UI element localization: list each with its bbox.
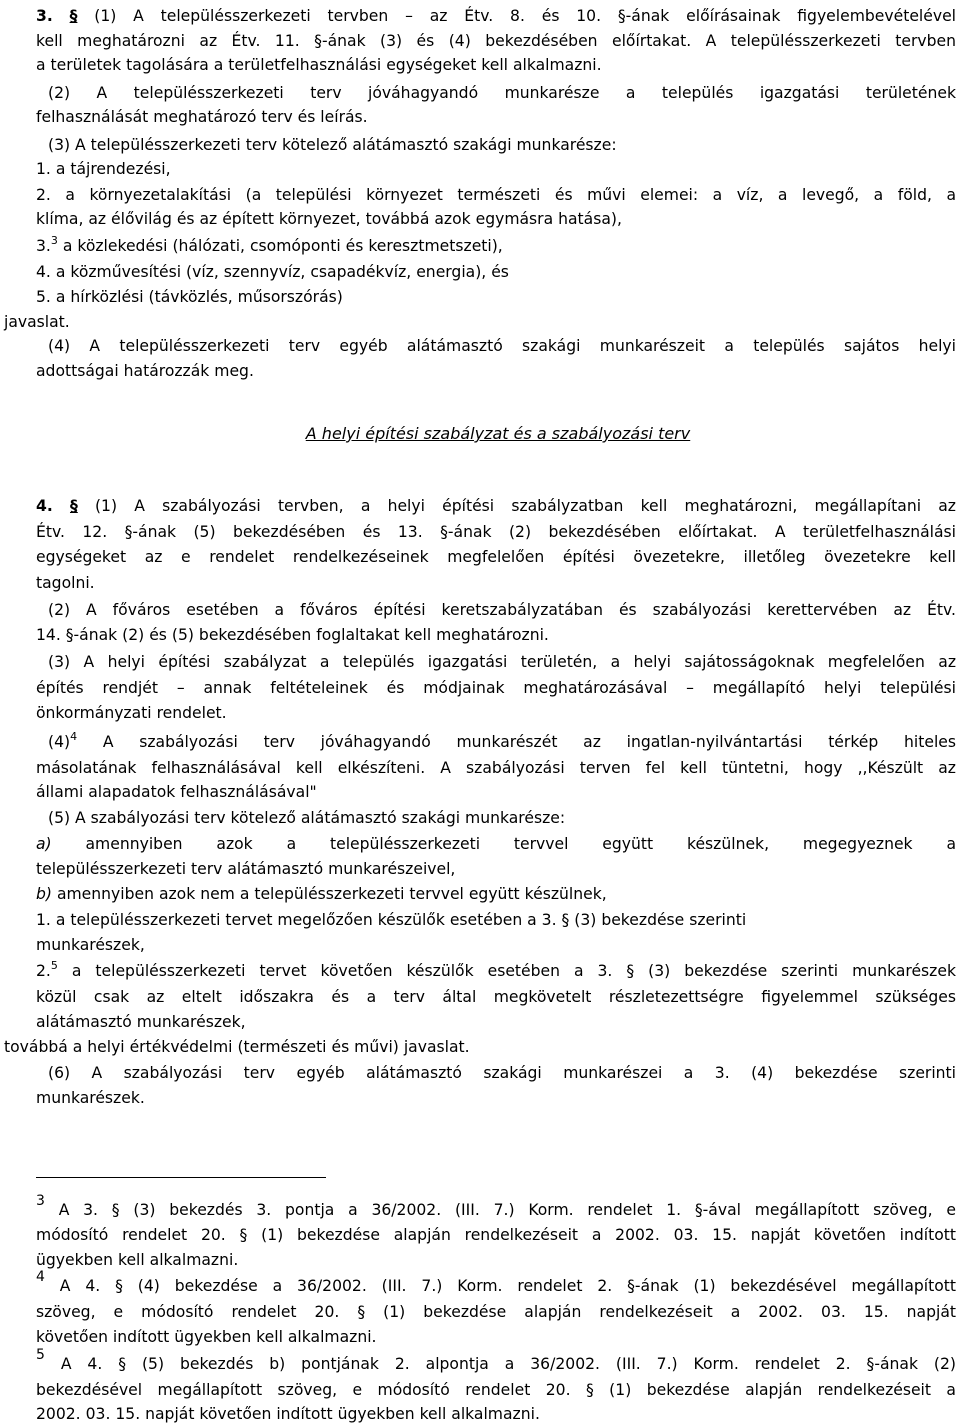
section-number: 4. xyxy=(36,497,53,515)
footnote-mark: 5 xyxy=(36,1346,45,1363)
text: (1) A szabályozási tervben, a helyi építési szabályzatban kell meghatározni, megállapítani az xyxy=(77,497,956,515)
para-4-1-line-4: tagolni. xyxy=(36,574,95,592)
para-4-1-line-2: Étv. 12. §-ának (5) bekezdésében és 13. §-ának (2) bekezdésében előírtakat. A területfelhasználási xyxy=(36,523,956,541)
text: amennyiben azok a településszerkezeti tervvel együtt készülnek, megegyeznek a xyxy=(51,835,956,853)
item-b-1-line-1: 1. a településszerkezeti tervet megelőzően készülők esetében a 3. § (3) bekezdése szerinti xyxy=(36,911,747,929)
para-4-3-line-1: (3) A helyi építési szabályzat a település igazgatási területén, a helyi sajátosságoknak megfelelően az xyxy=(48,653,956,671)
para-3-1-line-3: a területek tagolására a területfelhasználási egységeket kell alkalmazni. xyxy=(36,56,602,74)
text: (4) xyxy=(48,733,71,751)
footnote-ref-3[interactable]: 3 xyxy=(50,233,58,247)
list-closing: javaslat. xyxy=(4,313,70,331)
footnote-ref-5[interactable]: 5 xyxy=(50,958,58,972)
text: A 4. § (4) bekezdése a 36/2002. (III. 7.) Korm. rendelet 2. §-ának (1) bekezdésével megállapított xyxy=(44,1277,956,1295)
para-3-3: (3) A településszerkezeti terv kötelező alátámasztó szakági munkarésze: xyxy=(48,136,617,154)
footnote-mark: 3 xyxy=(36,1192,45,1209)
item-b-1-line-2: munkarészek, xyxy=(36,936,145,954)
para-4-3-line-3: önkormányzati rendelet. xyxy=(36,704,227,722)
footnote-4-line-2: szöveg, e módosító rendelet 20. § (1) bekezdése alapján rendelkezéseit a 2002. 03. 15. napját xyxy=(36,1303,956,1321)
footnote-3-line-2: módosító rendelet 20. § (1) bekezdése alapján rendelkezéseit a 2002. 03. 15. napját követően indított xyxy=(36,1226,956,1244)
para-4-4-line-1 xyxy=(48,729,956,752)
section-number: 3. xyxy=(36,7,53,25)
item-b-2-line-3: alátámasztó munkarészek, xyxy=(36,1013,246,1031)
text: amennyiben azok nem a településszerkezeti tervvel együtt készülnek, xyxy=(51,885,607,903)
section-link[interactable]: § xyxy=(69,497,78,515)
footnote-separator xyxy=(36,1177,326,1178)
para-3-4-line-2: adottságai határozzák meg. xyxy=(36,362,254,380)
item-b-2-line-2: közül csak az eltelt időszakra és a terv által megkövetelt részletezettségre figyelemmel szükséges xyxy=(36,988,956,1006)
para-4-6-line-2: munkarészek. xyxy=(36,1089,145,1107)
para-3-1-line-1 xyxy=(36,6,956,26)
list-item-2-line-1: 2. a környezetalakítási (a települési környezet természeti és művi elemei: a víz, a levegő, a föld, a xyxy=(36,186,956,204)
para-3-1-line-2: kell meghatározni az Étv. 11. §-ának (3) és (4) bekezdésében előírtakat. A településszerkezeti tervben xyxy=(36,32,956,50)
list-item-3 xyxy=(36,233,503,256)
footnote-5-line-1 xyxy=(36,1346,956,1374)
footnote-ref-4[interactable]: 4 xyxy=(70,729,78,743)
para-4-5: (5) A szabályozási terv kötelező alátámasztó szakági munkarésze: xyxy=(48,809,566,827)
para-3-2-line-1: (2) A településszerkezeti terv jóváhagyandó munkarésze a település igazgatási területének xyxy=(48,84,956,102)
footnote-5-line-2: bekezdésével megállapított szöveg, e módosító rendelet 20. § (1) bekezdése alapján rendelkezéseit a xyxy=(36,1381,956,1399)
footnote-3-line-3: ügyekben kell alkalmazni. xyxy=(36,1251,239,1269)
footnote-3-line-1 xyxy=(36,1192,956,1220)
item-a-line-2: településszerkezeti terv alátámasztó munkarészeivel, xyxy=(36,860,456,878)
para-4-4-line-3: állami alapadatok felhasználásával" xyxy=(36,783,317,801)
item-letter: a) xyxy=(36,835,52,853)
text: a településszerkezeti tervet követően készülők esetében a 3. § (3) bekezdése szerinti munkarészek xyxy=(57,962,956,980)
para-4-4-line-2: másolatának felhasználásával kell elkészíteni. A szabályozási terven fel kell tüntetni, hogy ,,Készült az xyxy=(36,759,956,777)
footnote-4-line-3: követően indított ügyekben kell alkalmazni. xyxy=(36,1328,377,1346)
para-4-1-line-3: egységeket az e rendelet rendelkezéseinek megfelelően építési övezetekre, illetőleg övezetekre kell xyxy=(36,548,956,566)
para-4-2-line-1: (2) A főváros esetében a főváros építési keretszabályzatában és szabályozási kerettervében az Étv. xyxy=(48,601,956,619)
text: (1) A településszerkezeti tervben – az Étv. 8. és 10. §-ának előírásainak figyelembevételével xyxy=(77,7,956,25)
section-link[interactable]: § xyxy=(69,7,78,25)
list-item-4: 4. a közművesítési (víz, szennyvíz, csapadékvíz, energia), és xyxy=(36,263,509,281)
para-4-6-line-1: (6) A szabályozási terv egyéb alátámasztó szakági munkarészei a 3. (4) bekezdése szerinti xyxy=(48,1064,956,1082)
para-4-1-line-1 xyxy=(36,496,956,516)
item-b-2-line-1 xyxy=(36,958,956,981)
para-4-2-line-2: 14. §-ának (2) és (5) bekezdésében foglaltakat kell meghatározni. xyxy=(36,626,549,644)
footnote-4-line-1 xyxy=(36,1268,956,1296)
list-item-5: 5. a hírközlési (távközlés, műsorszórás) xyxy=(36,288,343,306)
para-3-4-line-1: (4) A településszerkezeti terv egyéb alátámasztó szakági munkarészeit a település sajátos helyi xyxy=(48,337,956,355)
section-heading: A helyi építési szabályzat és a szabályozási terv xyxy=(305,424,691,443)
list-item-1: 1. a tájrendezési, xyxy=(36,160,171,178)
item-a-line-1 xyxy=(36,834,956,854)
para-3-2-line-2: felhasználását meghatározó terv és leírás. xyxy=(36,108,368,126)
text: 3. xyxy=(36,237,51,255)
footnote-5-line-3: 2002. 03. 15. napját követően indított ügyekben kell alkalmazni. xyxy=(36,1405,540,1423)
footnote-mark: 4 xyxy=(36,1268,45,1285)
list-item-2-line-2: klíma, az élővilág és az épített környezet, továbbá azok egymásra hatása), xyxy=(36,210,622,228)
text: A 4. § (5) bekezdés b) pontjának 2. alpontja a 36/2002. (III. 7.) Korm. rendelet 2. §-ának (2) xyxy=(44,1355,956,1373)
list-closing: továbbá a helyi értékvédelmi (természeti és művi) javaslat. xyxy=(4,1038,470,1056)
para-4-3-line-2: építés rendjét – annak feltételeinek és módjainak meghatározásával – megállapító helyi települési xyxy=(36,679,956,697)
text: A szabályozási terv jóváhagyandó munkarészét az ingatlan-nyilvántartási térkép hiteles xyxy=(77,733,956,751)
text: a közlekedési (hálózati, csomóponti és keresztmetszeti), xyxy=(57,237,503,255)
item-b xyxy=(36,884,607,904)
text: A 3. § (3) bekezdés 3. pontja a 36/2002. (III. 7.) Korm. rendelet 1. §-ával megállapított szöveg, e xyxy=(44,1201,956,1219)
item-letter: b) xyxy=(36,885,52,903)
text: 2. xyxy=(36,962,51,980)
